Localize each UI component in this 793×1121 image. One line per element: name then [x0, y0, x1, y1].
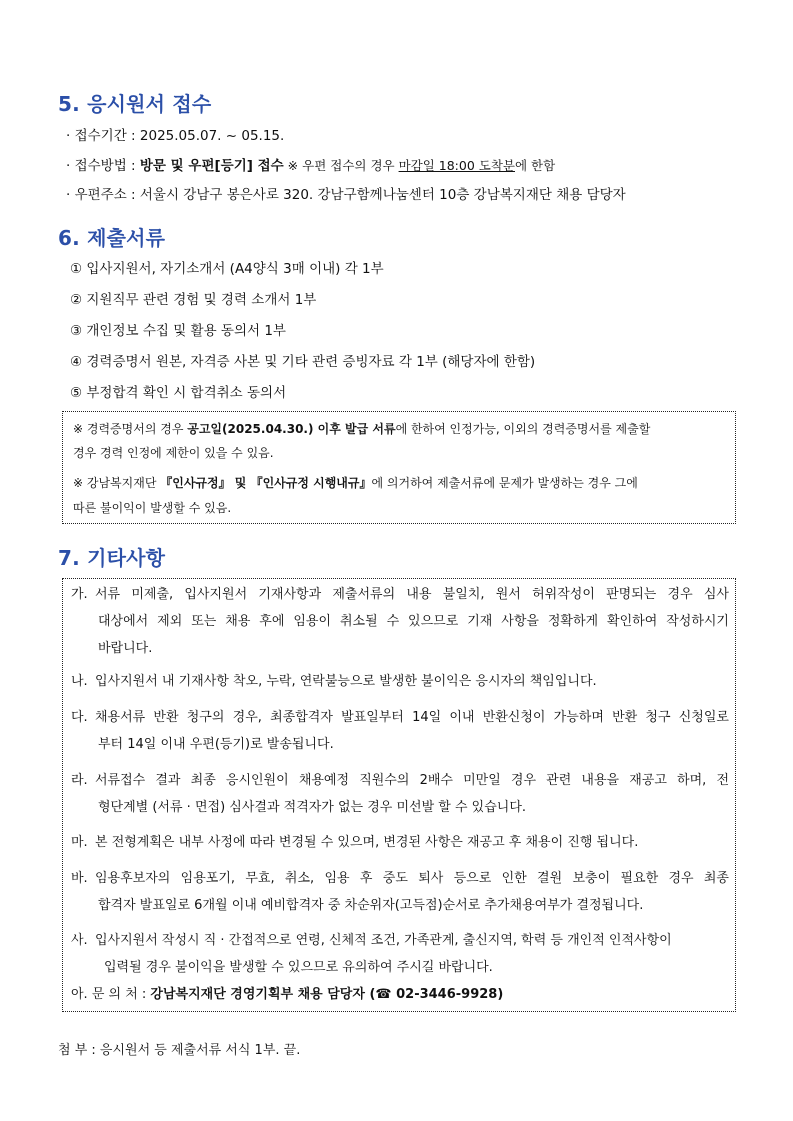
note-item-ra: [71, 767, 729, 821]
note-item-ma: [71, 829, 729, 856]
doc-item-1: ① 입사지원서, 자기소개서 (A4양식 3매 이내) 각 1부: [70, 261, 384, 277]
doc-item-5: ⑤ 부정합격 확인 시 합격취소 동의서: [70, 385, 287, 401]
note2-bold: 『인사규정』 및 『인사규정 시행내규』: [160, 476, 372, 490]
note1-bold: 공고일(2025.04.30.) 이후 발급 서류: [187, 422, 396, 436]
note-item-label: 가.: [71, 587, 88, 602]
note2-pre: ※ 강남복지재단: [73, 476, 161, 490]
note-item-line: 서류 미제출, 입사지원서 기재사항과 제출서류의 내용 불일치, 원서 허위작성이 판명되는 경우 심사: [95, 587, 729, 602]
note-item-line: 임용후보자의 임용포기, 무효, 취소, 임용 후 중도 퇴사 등으로 인한 결원 보충이 필요한 경우 최종: [95, 871, 729, 886]
contact-line: [71, 985, 729, 1005]
method-note-pre: ※ 우편 접수의 경우: [283, 158, 399, 173]
note-item-line: 본 전형계획은 내부 사정에 따라 변경될 수 있으며, 변경된 사항은 재공고 후 채용이 진행 됩니다.: [95, 835, 639, 850]
note-item-label: 다.: [71, 710, 88, 725]
section7-heading: 7. 기타사항: [58, 546, 166, 570]
method-label: · 접수방법 :: [66, 158, 140, 174]
note-item-line: 대상에서 제외 또는 채용 후에 임용이 취소될 수 있으므로 기재 사항을 정확하게 확인하여 작성하시기: [98, 614, 729, 629]
attachment-line: 첨 부 : 응시원서 등 제출서류 서식 1부. 끝.: [58, 1043, 301, 1058]
address-line: · 우편주소 : 서울시 강남구 봉은사로 320. 강남구함께나눔센터 10층 강남복지재단 채용 담당자: [66, 187, 626, 203]
note-item-line: 서류접수 결과 최종 응시인원이 채용예정 직원수의 2배수 미만일 경우 관련 내용을 재공고 하며, 전: [95, 773, 729, 788]
note-item-line: 입사지원서 내 기재사항 착오, 누락, 연락불능으로 발생한 불이익은 응시자의 책임입니다.: [95, 674, 597, 689]
method-bold: 방문 및 우편[등기] 접수: [139, 158, 284, 174]
note-item-label: 바.: [71, 871, 88, 886]
note2-post: 에 의거하여 제출서류에 문제가 발생하는 경우 그에: [371, 476, 638, 490]
note2-line1: [73, 474, 638, 491]
doc-item-3: ③ 개인정보 수집 및 활용 동의서 1부: [70, 323, 286, 339]
note-item-label: 사.: [71, 933, 88, 948]
method-note-underline: 마감일 18:00 도착분: [398, 158, 515, 173]
note2-line2: 따른 불이익이 발생할 수 있음.: [73, 501, 232, 515]
note-item-line: 입력될 경우 불이익을 발생할 수 있으므로 유의하여 주시길 바랍니다.: [104, 960, 493, 975]
note-item-sa: [71, 927, 729, 981]
note-item-line: 형단계별 (서류 · 면접) 심사결과 적격자가 없는 경우 미선발 할 수 있습니다.: [98, 800, 527, 815]
other-notes-box: [62, 578, 736, 1012]
method-line: [66, 154, 555, 174]
note1-post: 에 한하여 인정가능, 이외의 경력증명서를 제출할: [395, 422, 651, 436]
doc-item-2: ② 지원직무 관련 경험 및 경력 소개서 1부: [70, 292, 317, 308]
contact-bold: 강남복지재단 경영기획부 채용 담당자 (☎ 02-3446-9928): [150, 987, 504, 1002]
note1-pre: ※ 경력증명서의 경우: [73, 422, 188, 436]
period-label: · 접수기간 :: [66, 128, 140, 144]
note1-line2: 경우 경력 인정에 제한이 있을 수 있음.: [73, 446, 274, 460]
note-item-da: [71, 704, 729, 758]
note-item-line: 채용서류 반환 청구의 경우, 최종합격자 발표일부터 14일 이내 반환신청이 가능하며 반환 청구 신청일로: [95, 710, 729, 725]
period-value: 2025.05.07. ~ 05.15.: [139, 128, 285, 144]
note-item-line: 합격자 발표일로 6개월 이내 예비합격자 중 차순위자(고득점)순서로 추가채용여부가 결정됩니다.: [98, 898, 644, 913]
doc-item-4: ④ 경력증명서 원본, 자격증 사본 및 기타 관련 증빙자료 각 1부 (해당자에 한함): [70, 354, 536, 370]
note-item-label: 라.: [71, 773, 88, 788]
contact-label: 아. 문 의 처 :: [71, 987, 151, 1002]
note-item-ba: [71, 865, 729, 919]
note-item-label: 나.: [71, 674, 88, 689]
section5-heading: 5. 응시원서 접수: [58, 92, 212, 116]
note1-line1: [73, 420, 650, 437]
method-note-post: 에 한함: [515, 158, 556, 173]
section6-heading: 6. 제출서류: [58, 226, 166, 250]
note-item-label: 마.: [71, 835, 88, 850]
period-line: [66, 124, 284, 144]
note-item-na: [71, 668, 729, 695]
documents-note-box: [62, 411, 736, 524]
note-item-ga: [71, 581, 729, 662]
note-item-line: 부터 14일 이내 우편(등기)로 발송됩니다.: [98, 737, 334, 752]
note-item-line: 바랍니다.: [98, 641, 153, 656]
note-item-line: 입사지원서 작성시 직 · 간접적으로 연령, 신체적 조건, 가족관계, 출신지역, 학력 등 개인적 인적사항이: [95, 933, 672, 948]
